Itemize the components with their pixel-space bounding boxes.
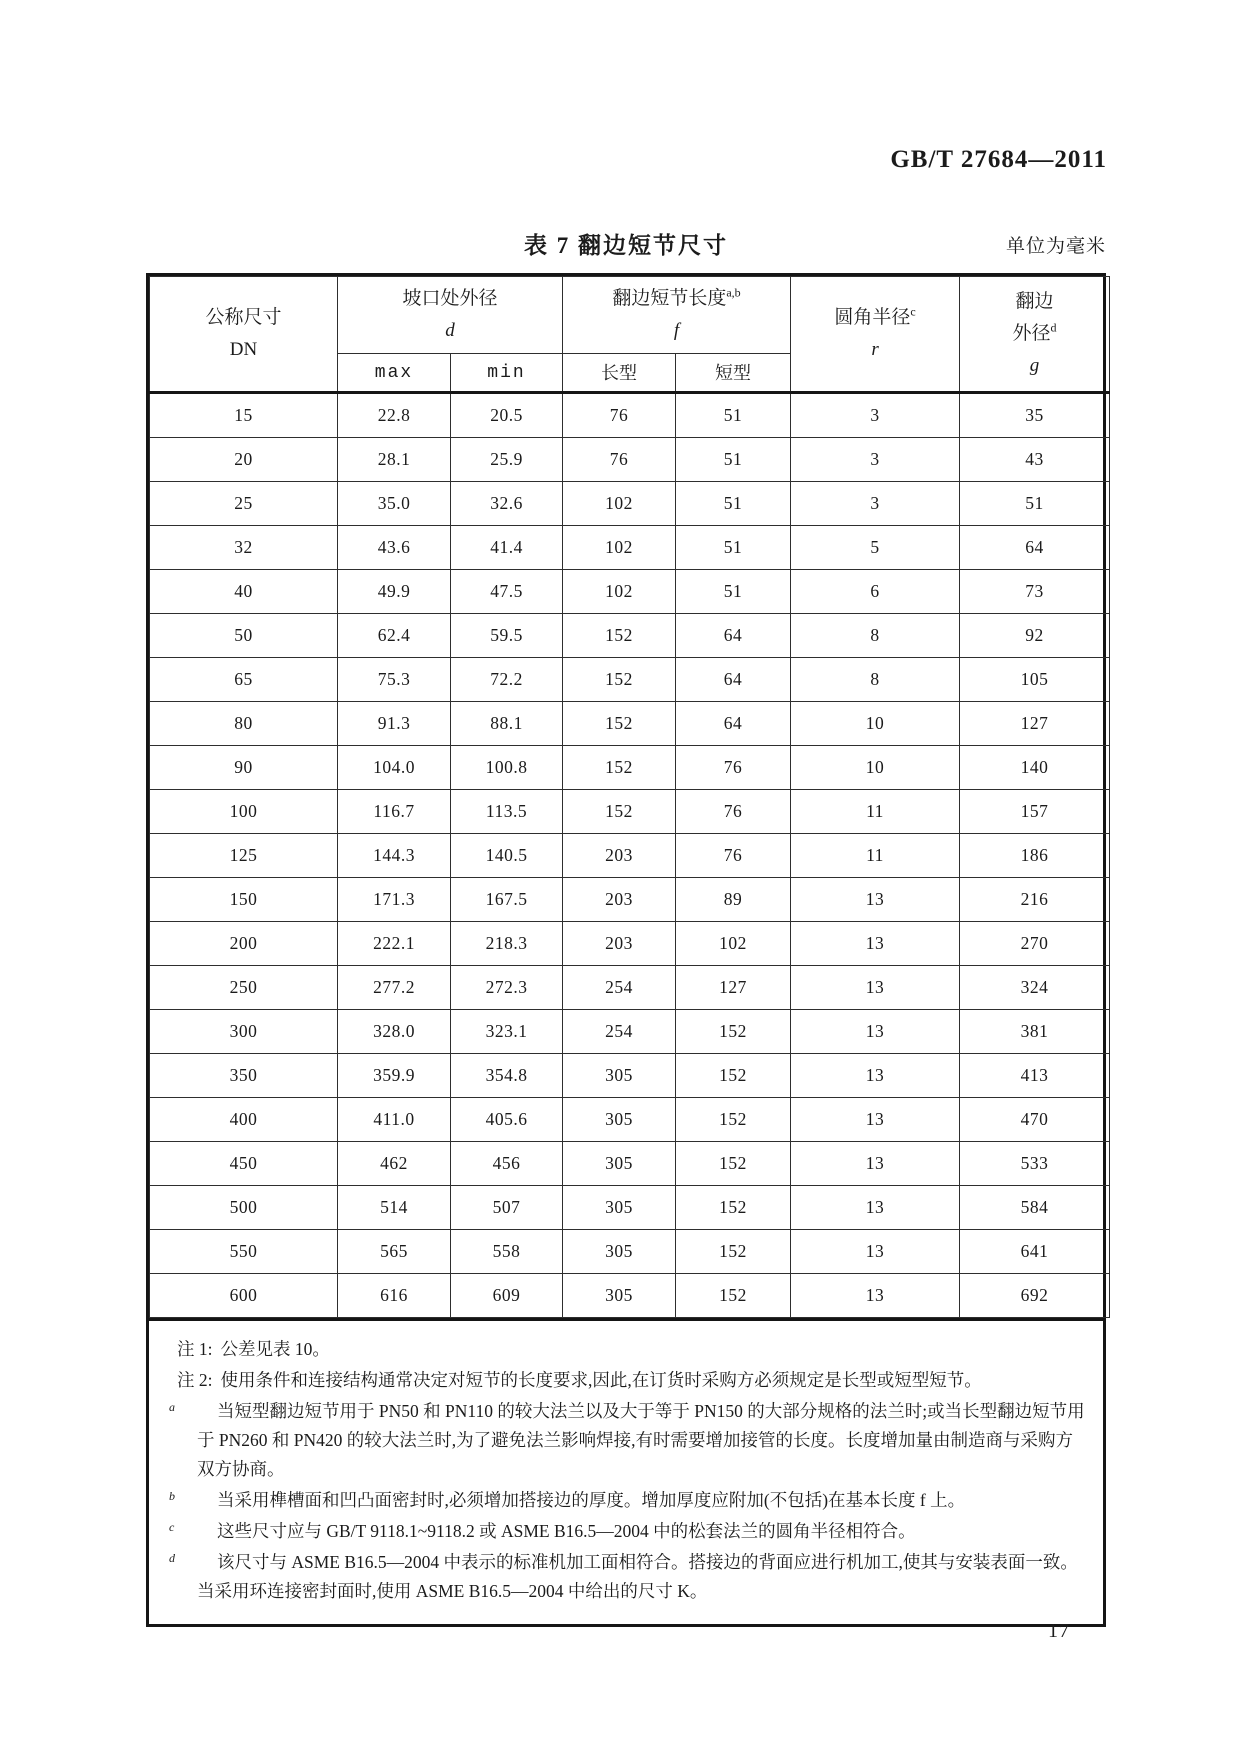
cell-value: 152	[563, 790, 676, 834]
cell-value: 152	[563, 614, 676, 658]
cell-dn: 125	[150, 834, 338, 878]
table-row	[150, 834, 1110, 878]
cell-value: 203	[563, 834, 676, 878]
cell-value: 76	[563, 393, 676, 438]
cell-value: 76	[676, 746, 791, 790]
cell-dn: 65	[150, 658, 338, 702]
cell-value: 3	[791, 482, 960, 526]
cell-value: 127	[676, 966, 791, 1010]
cell-value: 59.5	[451, 614, 563, 658]
cell-value: 51	[676, 526, 791, 570]
cell-value: 73	[960, 570, 1110, 614]
cell-value: 328.0	[338, 1010, 451, 1054]
note-item	[167, 1517, 1085, 1546]
table-row	[150, 1010, 1110, 1054]
cell-value: 203	[563, 922, 676, 966]
cell-value: 3	[791, 438, 960, 482]
cell-value: 64	[676, 614, 791, 658]
table-frame	[146, 273, 1106, 1627]
cell-value: 381	[960, 1010, 1110, 1054]
note-text: 公差见表 10。	[220, 1339, 330, 1359]
table-row	[150, 1054, 1110, 1098]
cell-dn: 25	[150, 482, 338, 526]
cell-value: 88.1	[451, 702, 563, 746]
header-g-title1: 翻边	[1015, 291, 1054, 312]
cell-value: 51	[676, 482, 791, 526]
cell-value: 100.8	[451, 746, 563, 790]
cell-value: 8	[791, 658, 960, 702]
table-row	[150, 393, 1110, 438]
table-row	[150, 746, 1110, 790]
cell-value: 324	[960, 966, 1110, 1010]
note-marker: a	[169, 1400, 175, 1414]
cell-dn: 150	[150, 878, 338, 922]
cell-value: 167.5	[451, 878, 563, 922]
cell-dn: 600	[150, 1274, 338, 1318]
cell-dn: 350	[150, 1054, 338, 1098]
cell-value: 354.8	[451, 1054, 563, 1098]
cell-value: 51	[676, 393, 791, 438]
table-row	[150, 922, 1110, 966]
cell-value: 64	[960, 526, 1110, 570]
cell-value: 144.3	[338, 834, 451, 878]
cell-value: 13	[791, 878, 960, 922]
cell-value: 558	[451, 1230, 563, 1274]
cell-value: 254	[563, 966, 676, 1010]
cell-value: 104.0	[338, 746, 451, 790]
cell-value: 152	[563, 658, 676, 702]
cell-value: 584	[960, 1186, 1110, 1230]
cell-value: 203	[563, 878, 676, 922]
cell-value: 13	[791, 922, 960, 966]
cell-value: 152	[676, 1010, 791, 1054]
cell-value: 171.3	[338, 878, 451, 922]
cell-dn: 300	[150, 1010, 338, 1054]
header-g-superscript: d	[1050, 320, 1057, 335]
cell-value: 152	[676, 1274, 791, 1318]
cell-value: 62.4	[338, 614, 451, 658]
cell-value: 140	[960, 746, 1110, 790]
cell-value: 254	[563, 1010, 676, 1054]
cell-value: 152	[676, 1186, 791, 1230]
note-marker: 注 1:	[177, 1339, 213, 1359]
cell-value: 152	[676, 1054, 791, 1098]
cell-value: 305	[563, 1098, 676, 1142]
cell-value: 6	[791, 570, 960, 614]
cell-dn: 550	[150, 1230, 338, 1274]
note-marker: d	[169, 1551, 175, 1565]
cell-dn: 40	[150, 570, 338, 614]
cell-value: 89	[676, 878, 791, 922]
table-row	[150, 1098, 1110, 1142]
dimensions-table	[149, 276, 1110, 1318]
cell-value: 152	[676, 1230, 791, 1274]
cell-value: 411.0	[338, 1098, 451, 1142]
cell-value: 609	[451, 1274, 563, 1318]
cell-value: 218.3	[451, 922, 563, 966]
header-f-symbol: f	[673, 320, 680, 341]
header-d	[338, 277, 563, 354]
cell-value: 277.2	[338, 966, 451, 1010]
cell-value: 413	[960, 1054, 1110, 1098]
cell-value: 13	[791, 1098, 960, 1142]
note-text: 这些尺寸应与 GB/T 9118.1~9118.2 或 ASME B16.5—2004 中的松套法兰的圆角半径相符合。	[217, 1521, 916, 1541]
cell-value: 323.1	[451, 1010, 563, 1054]
cell-value: 51	[676, 570, 791, 614]
note-marker: b	[169, 1489, 175, 1503]
cell-value: 11	[791, 834, 960, 878]
subheader-long: 长型	[563, 354, 676, 393]
cell-value: 10	[791, 702, 960, 746]
cell-dn: 20	[150, 438, 338, 482]
cell-value: 11	[791, 790, 960, 834]
cell-dn: 500	[150, 1186, 338, 1230]
cell-value: 92	[960, 614, 1110, 658]
cell-value: 152	[676, 1098, 791, 1142]
cell-dn: 90	[150, 746, 338, 790]
cell-value: 35	[960, 393, 1110, 438]
cell-value: 305	[563, 1054, 676, 1098]
cell-value: 270	[960, 922, 1110, 966]
note-item	[167, 1486, 1085, 1515]
cell-value: 49.9	[338, 570, 451, 614]
header-dn-code: DN	[229, 339, 258, 360]
cell-dn: 100	[150, 790, 338, 834]
cell-dn: 50	[150, 614, 338, 658]
table-row	[150, 1142, 1110, 1186]
cell-value: 470	[960, 1098, 1110, 1142]
note-item	[167, 1366, 1085, 1395]
table-row	[150, 702, 1110, 746]
table-row	[150, 1230, 1110, 1274]
cell-value: 305	[563, 1142, 676, 1186]
cell-value: 565	[338, 1230, 451, 1274]
cell-value: 186	[960, 834, 1110, 878]
cell-value: 102	[563, 526, 676, 570]
cell-value: 13	[791, 1010, 960, 1054]
table-row	[150, 966, 1110, 1010]
cell-dn: 32	[150, 526, 338, 570]
cell-value: 272.3	[451, 966, 563, 1010]
cell-value: 533	[960, 1142, 1110, 1186]
cell-value: 75.3	[338, 658, 451, 702]
cell-dn: 400	[150, 1098, 338, 1142]
cell-value: 216	[960, 878, 1110, 922]
note-marker: c	[169, 1520, 175, 1534]
cell-value: 35.0	[338, 482, 451, 526]
table-caption: 表 7 翻边短节尺寸	[524, 233, 728, 258]
cell-value: 127	[960, 702, 1110, 746]
cell-value: 641	[960, 1230, 1110, 1274]
cell-value: 152	[676, 1142, 791, 1186]
note-text: 当短型翻边短节用于 PN50 和 PN110 的较大法兰以及大于等于 PN150 的大部分规格的法兰时;或当长型翻边短节用于 PN260 和 PN420 的较大法兰时,为了避免法兰影响焊接,有时需要增加接管的长度。长度增加量由制造商与采购方双方协商。	[197, 1401, 1085, 1479]
header-r	[791, 277, 960, 393]
cell-value: 13	[791, 1142, 960, 1186]
header-f	[563, 277, 791, 354]
note-item	[167, 1548, 1085, 1606]
cell-value: 305	[563, 1230, 676, 1274]
cell-value: 91.3	[338, 702, 451, 746]
header-d-symbol: d	[445, 320, 455, 341]
cell-value: 102	[676, 922, 791, 966]
table-row	[150, 790, 1110, 834]
table-body	[150, 393, 1110, 1318]
cell-value: 405.6	[451, 1098, 563, 1142]
note-text: 当采用榫槽面和凹凸面密封时,必须增加搭接边的厚度。增加厚度应附加(不包括)在基本长度 f 上。	[217, 1490, 966, 1510]
table-row	[150, 482, 1110, 526]
cell-dn: 15	[150, 393, 338, 438]
cell-value: 222.1	[338, 922, 451, 966]
cell-value: 76	[676, 834, 791, 878]
cell-dn: 250	[150, 966, 338, 1010]
cell-value: 51	[960, 482, 1110, 526]
table-row	[150, 1186, 1110, 1230]
cell-value: 5	[791, 526, 960, 570]
header-g-title2: 外径$^d$	[1012, 320, 1057, 344]
cell-value: 102	[563, 482, 676, 526]
cell-value: 13	[791, 1230, 960, 1274]
cell-value: 64	[676, 702, 791, 746]
cell-value: 8	[791, 614, 960, 658]
page-number: 17	[1048, 1620, 1070, 1642]
cell-value: 13	[791, 1186, 960, 1230]
notes-block	[149, 1318, 1103, 1624]
cell-value: 514	[338, 1186, 451, 1230]
cell-value: 72.2	[451, 658, 563, 702]
note-text: 使用条件和连接结构通常决定对短节的长度要求,因此,在订货时采购方必须规定是长型或短型短节。	[220, 1370, 982, 1390]
cell-value: 76	[563, 438, 676, 482]
standard-code: GB/T 27684—2011	[890, 146, 1107, 173]
cell-value: 359.9	[338, 1054, 451, 1098]
subheader-min: min	[451, 354, 563, 393]
cell-value: 25.9	[451, 438, 563, 482]
cell-value: 13	[791, 1054, 960, 1098]
subheader-max: max	[338, 354, 451, 393]
cell-dn: 80	[150, 702, 338, 746]
cell-value: 157	[960, 790, 1110, 834]
note-text: 该尺寸与 ASME B16.5—2004 中表示的标准机加工面相符合。搭接边的背面应进行机加工,使其与安装表面一致。当采用环连接密封面时,使用 ASME B16.5—2004 中给出的尺寸 K。	[197, 1552, 1078, 1601]
cell-value: 28.1	[338, 438, 451, 482]
table-row	[150, 878, 1110, 922]
cell-value: 456	[451, 1142, 563, 1186]
cell-value: 102	[563, 570, 676, 614]
cell-value: 43	[960, 438, 1110, 482]
cell-value: 41.4	[451, 526, 563, 570]
header-dn-title: 公称尺寸	[205, 307, 282, 328]
cell-value: 32.6	[451, 482, 563, 526]
header-r-title: 圆角半径$^c$	[834, 304, 916, 328]
table-row	[150, 438, 1110, 482]
header-r-superscript: c	[910, 304, 916, 319]
cell-value: 152	[563, 702, 676, 746]
header-g-symbol: g	[1029, 355, 1040, 376]
table-row	[150, 614, 1110, 658]
subheader-short: 短型	[676, 354, 791, 393]
cell-value: 305	[563, 1274, 676, 1318]
cell-value: 22.8	[338, 393, 451, 438]
cell-value: 305	[563, 1186, 676, 1230]
cell-value: 47.5	[451, 570, 563, 614]
header-g	[960, 277, 1110, 393]
cell-value: 13	[791, 1274, 960, 1318]
header-dn	[150, 277, 338, 393]
cell-dn: 200	[150, 922, 338, 966]
cell-value: 462	[338, 1142, 451, 1186]
cell-value: 692	[960, 1274, 1110, 1318]
note-item	[167, 1397, 1085, 1484]
header-f-title: 翻边短节长度$^{a,b}$	[612, 285, 741, 309]
cell-value: 13	[791, 966, 960, 1010]
cell-value: 105	[960, 658, 1110, 702]
note-marker: 注 2:	[177, 1370, 213, 1390]
cell-value: 507	[451, 1186, 563, 1230]
cell-value: 43.6	[338, 526, 451, 570]
table-row	[150, 570, 1110, 614]
cell-value: 152	[563, 746, 676, 790]
caption-line	[146, 227, 1106, 257]
table-row	[150, 526, 1110, 570]
cell-value: 20.5	[451, 393, 563, 438]
header-f-superscript: a,b	[726, 285, 741, 300]
cell-value: 76	[676, 790, 791, 834]
cell-value: 3	[791, 393, 960, 438]
cell-value: 113.5	[451, 790, 563, 834]
cell-value: 64	[676, 658, 791, 702]
cell-dn: 450	[150, 1142, 338, 1186]
header-r-symbol: r	[871, 339, 879, 360]
note-item	[167, 1335, 1085, 1364]
table-row	[150, 1274, 1110, 1318]
cell-value: 10	[791, 746, 960, 790]
cell-value: 616	[338, 1274, 451, 1318]
table-row	[150, 658, 1110, 702]
cell-value: 140.5	[451, 834, 563, 878]
cell-value: 51	[676, 438, 791, 482]
header-d-title: 坡口处外径	[402, 288, 498, 309]
unit-note: 单位为毫米	[1005, 236, 1106, 257]
cell-value: 116.7	[338, 790, 451, 834]
